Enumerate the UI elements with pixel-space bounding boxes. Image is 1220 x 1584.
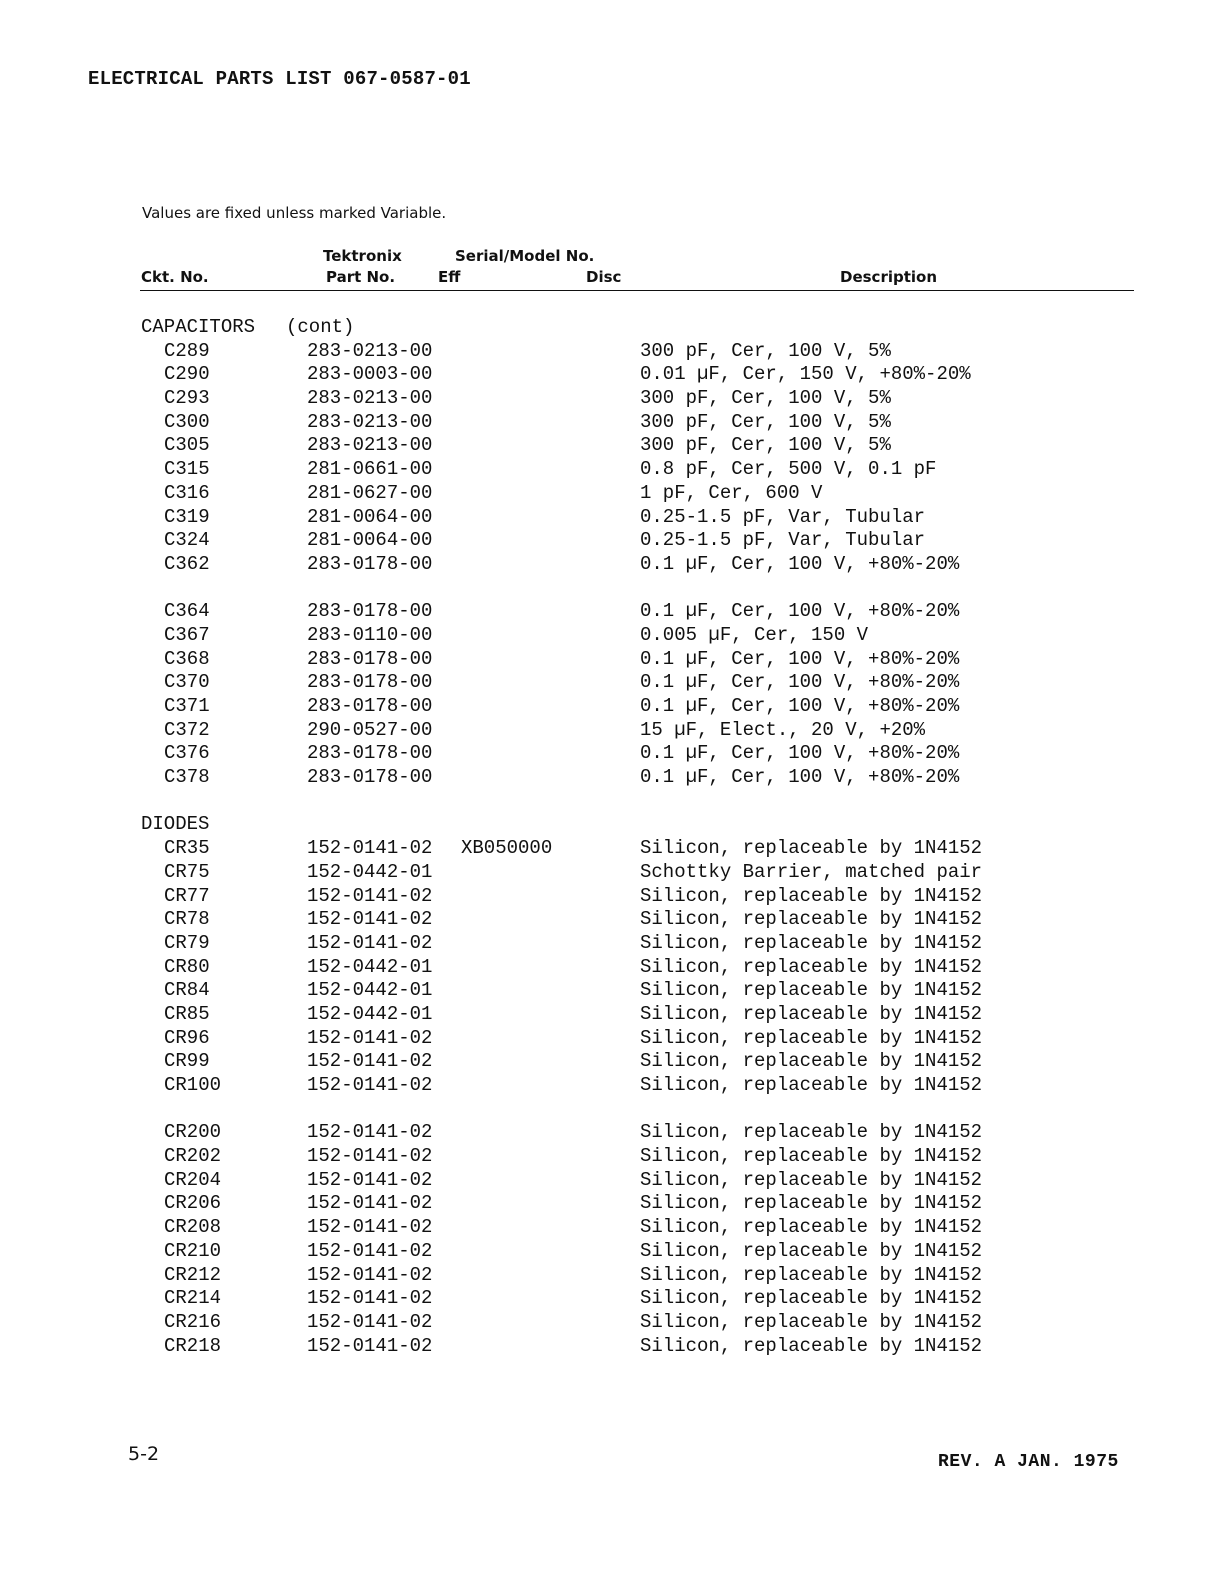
part-description: Silicon, replaceable by 1N4152 xyxy=(640,1192,983,1215)
part-number: 152-0141-02 xyxy=(307,1239,433,1262)
part-number: 283-0178-00 xyxy=(307,647,433,670)
part-row xyxy=(0,908,1220,932)
part-number: 152-0141-02 xyxy=(307,1026,433,1049)
circuit-number: CR216 xyxy=(164,1310,222,1333)
part-number: 152-0141-02 xyxy=(307,1050,433,1073)
part-description: Silicon, replaceable by 1N4152 xyxy=(640,1310,983,1333)
circuit-number: CR208 xyxy=(164,1216,222,1239)
part-row xyxy=(0,1287,1220,1311)
part-row xyxy=(0,1145,1220,1169)
section-header-capacitors xyxy=(0,316,1220,340)
circuit-number: C315 xyxy=(164,458,210,481)
part-number: 152-0141-02 xyxy=(307,1263,433,1286)
document-title: ELECTRICAL PARTS LIST 067-0587-01 xyxy=(88,68,471,90)
part-description: 300 pF, Cer, 100 V, 5% xyxy=(640,410,891,433)
part-row xyxy=(0,482,1220,506)
part-description: 300 pF, Cer, 100 V, 5% xyxy=(640,434,891,457)
col-header-part-no: Part No. xyxy=(326,268,396,286)
circuit-number: C367 xyxy=(164,623,210,646)
circuit-number: CR200 xyxy=(164,1121,222,1144)
circuit-number: CR202 xyxy=(164,1145,222,1168)
capacitor-rows xyxy=(0,340,1220,790)
revision-date: REV. A JAN. 1975 xyxy=(938,1452,1119,1472)
circuit-number: C300 xyxy=(164,410,210,433)
circuit-number: CR84 xyxy=(164,979,210,1002)
part-description: Silicon, replaceable by 1N4152 xyxy=(640,884,983,907)
part-number: 152-0141-02 xyxy=(307,1168,433,1191)
part-description: Silicon, replaceable by 1N4152 xyxy=(640,1263,983,1286)
circuit-number: CR96 xyxy=(164,1026,210,1049)
serial-eff: XB050000 xyxy=(461,837,553,860)
part-row xyxy=(0,624,1220,648)
part-number: 281-0064-00 xyxy=(307,529,433,552)
circuit-number: CR100 xyxy=(164,1074,222,1096)
circuit-number: C293 xyxy=(164,387,210,410)
part-row xyxy=(0,340,1220,364)
part-description: Silicon, replaceable by 1N4152 xyxy=(640,908,983,931)
circuit-number: C316 xyxy=(164,481,210,504)
col-header-disc: Disc xyxy=(586,268,622,286)
circuit-number: CR78 xyxy=(164,908,210,931)
part-row xyxy=(0,600,1220,624)
col-header-tektronix: Tektronix xyxy=(323,247,402,265)
part-description: Silicon, replaceable by 1N4152 xyxy=(640,1050,983,1073)
part-number: 281-0661-00 xyxy=(307,458,433,481)
part-description: Silicon, replaceable by 1N4152 xyxy=(640,1026,983,1049)
part-number: 152-0141-02 xyxy=(307,1145,433,1168)
circuit-number: C319 xyxy=(164,505,210,528)
part-number: 283-0213-00 xyxy=(307,434,433,457)
parts-list xyxy=(0,316,1220,1358)
part-row xyxy=(0,979,1220,1003)
part-row xyxy=(0,742,1220,766)
part-description: Silicon, replaceable by 1N4152 xyxy=(640,979,983,1002)
circuit-number: CR218 xyxy=(164,1334,222,1357)
part-description: Silicon, replaceable by 1N4152 xyxy=(640,837,983,860)
part-row xyxy=(0,695,1220,719)
part-row xyxy=(0,671,1220,695)
circuit-number: C368 xyxy=(164,647,210,670)
part-number: 152-0141-02 xyxy=(307,837,433,860)
part-description: Silicon, replaceable by 1N4152 xyxy=(640,1287,983,1310)
part-row xyxy=(0,837,1220,861)
circuit-number: CR210 xyxy=(164,1239,222,1262)
part-description: 300 pF, Cer, 100 V, 5% xyxy=(640,339,891,362)
part-description: 0.1 µF, Cer, 100 V, +80%-20% xyxy=(640,695,960,717)
part-number: 152-0141-02 xyxy=(307,1074,433,1096)
part-description: Silicon, replaceable by 1N4152 xyxy=(640,1216,983,1239)
part-row xyxy=(0,506,1220,530)
part-description: 0.8 pF, Cer, 500 V, 0.1 pF xyxy=(640,458,937,481)
part-row xyxy=(0,1240,1220,1264)
circuit-number: CR77 xyxy=(164,884,210,907)
part-description: Silicon, replaceable by 1N4152 xyxy=(640,931,983,954)
col-header-serial-model: Serial/Model No. xyxy=(455,247,595,265)
values-note: Values are fixed unless marked Variable. xyxy=(142,204,447,222)
part-description: Silicon, replaceable by 1N4152 xyxy=(640,1168,983,1191)
circuit-number: CR35 xyxy=(164,837,210,860)
part-description: 0.1 µF, Cer, 100 V, +80%-20% xyxy=(640,600,960,623)
part-description: 1 pF, Cer, 600 V xyxy=(640,481,823,504)
part-row xyxy=(0,1216,1220,1240)
circuit-number: CR80 xyxy=(164,955,210,978)
part-number: 152-0141-02 xyxy=(307,1334,433,1357)
part-row xyxy=(0,434,1220,458)
part-row xyxy=(0,1169,1220,1193)
part-description: 0.1 µF, Cer, 100 V, +80%-20% xyxy=(640,742,960,765)
part-description: Schottky Barrier, matched pair xyxy=(640,860,983,883)
part-number: 152-0141-02 xyxy=(307,1192,433,1215)
section-label: CAPACITORS xyxy=(141,316,256,338)
part-row xyxy=(0,1192,1220,1216)
part-description: Silicon, replaceable by 1N4152 xyxy=(640,1074,983,1096)
part-number: 152-0141-02 xyxy=(307,931,433,954)
part-number: 283-0178-00 xyxy=(307,766,433,789)
circuit-number: C364 xyxy=(164,600,210,623)
part-number: 283-0178-00 xyxy=(307,600,433,623)
circuit-number: C324 xyxy=(164,529,210,552)
part-number: 152-0141-02 xyxy=(307,908,433,931)
part-description: Silicon, replaceable by 1N4152 xyxy=(640,1239,983,1262)
part-row xyxy=(0,766,1220,790)
part-description: 0.25-1.5 pF, Var, Tubular xyxy=(640,529,926,552)
header-rule xyxy=(140,290,1134,291)
circuit-number: C362 xyxy=(164,552,210,575)
part-number: 283-0110-00 xyxy=(307,623,433,646)
part-row xyxy=(0,885,1220,909)
part-row xyxy=(0,1050,1220,1074)
circuit-number: C371 xyxy=(164,695,210,717)
part-description: 0.005 µF, Cer, 150 V xyxy=(640,623,869,646)
part-number: 152-0442-01 xyxy=(307,979,433,1002)
circuit-number: C372 xyxy=(164,718,210,741)
part-row xyxy=(0,648,1220,672)
part-description: 0.1 µF, Cer, 100 V, +80%-20% xyxy=(640,647,960,670)
part-row xyxy=(0,529,1220,553)
section-cont: (cont) xyxy=(286,316,355,338)
circuit-number: CR79 xyxy=(164,931,210,954)
part-description: Silicon, replaceable by 1N4152 xyxy=(640,955,983,978)
part-description: 15 µF, Elect., 20 V, +20% xyxy=(640,718,926,741)
circuit-number: CR212 xyxy=(164,1263,222,1286)
part-row xyxy=(0,1074,1220,1098)
part-number: 152-0141-02 xyxy=(307,1121,433,1144)
part-description: Silicon, replaceable by 1N4152 xyxy=(640,1334,983,1357)
circuit-number: CR75 xyxy=(164,860,210,883)
part-row xyxy=(0,1264,1220,1288)
part-row xyxy=(0,1121,1220,1145)
part-row xyxy=(0,411,1220,435)
part-number: 283-0213-00 xyxy=(307,339,433,362)
part-description: 300 pF, Cer, 100 V, 5% xyxy=(640,387,891,410)
part-row xyxy=(0,956,1220,980)
part-description: Silicon, replaceable by 1N4152 xyxy=(640,1002,983,1025)
circuit-number: CR99 xyxy=(164,1050,210,1073)
part-row xyxy=(0,1027,1220,1051)
part-row xyxy=(0,553,1220,577)
circuit-number: C290 xyxy=(164,363,210,386)
circuit-number: C305 xyxy=(164,434,210,457)
part-description: Silicon, replaceable by 1N4152 xyxy=(640,1121,983,1144)
part-description: 0.1 µF, Cer, 100 V, +80%-20% xyxy=(640,552,960,575)
part-number: 152-0141-02 xyxy=(307,1287,433,1310)
circuit-number: CR214 xyxy=(164,1287,222,1310)
part-row xyxy=(0,1335,1220,1359)
part-row xyxy=(0,387,1220,411)
part-description: 0.01 µF, Cer, 150 V, +80%-20% xyxy=(640,363,971,386)
part-number: 283-0213-00 xyxy=(307,410,433,433)
part-number: 283-0178-00 xyxy=(307,552,433,575)
part-number: 152-0442-01 xyxy=(307,955,433,978)
part-number: 152-0442-01 xyxy=(307,860,433,883)
circuit-number: C376 xyxy=(164,742,210,765)
circuit-number: C378 xyxy=(164,766,210,789)
part-description: 0.1 µF, Cer, 100 V, +80%-20% xyxy=(640,671,960,694)
part-number: 152-0141-02 xyxy=(307,884,433,907)
circuit-number: CR85 xyxy=(164,1002,210,1025)
col-header-description: Description xyxy=(840,268,938,286)
part-number: 281-0627-00 xyxy=(307,481,433,504)
part-number: 152-0442-01 xyxy=(307,1002,433,1025)
part-description: Silicon, replaceable by 1N4152 xyxy=(640,1145,983,1168)
circuit-number: CR206 xyxy=(164,1192,222,1215)
part-row xyxy=(0,932,1220,956)
part-row xyxy=(0,363,1220,387)
part-number: 290-0527-00 xyxy=(307,718,433,741)
circuit-number: C370 xyxy=(164,671,210,694)
part-number: 283-0213-00 xyxy=(307,387,433,410)
part-row xyxy=(0,1311,1220,1335)
part-row xyxy=(0,861,1220,885)
part-number: 152-0141-02 xyxy=(307,1310,433,1333)
part-row xyxy=(0,719,1220,743)
part-number: 281-0064-00 xyxy=(307,505,433,528)
part-number: 152-0141-02 xyxy=(307,1216,433,1239)
part-number: 283-0178-00 xyxy=(307,742,433,765)
part-description: 0.25-1.5 pF, Var, Tubular xyxy=(640,505,926,528)
part-row xyxy=(0,1003,1220,1027)
page-number: 5-2 xyxy=(128,1443,160,1465)
circuit-number: CR204 xyxy=(164,1168,222,1191)
col-header-eff: Eff xyxy=(438,268,461,286)
section-header-diodes xyxy=(0,813,1220,837)
col-header-ckt: Ckt. No. xyxy=(141,268,209,286)
part-number: 283-0178-00 xyxy=(307,695,433,717)
part-number: 283-0178-00 xyxy=(307,671,433,694)
diode-rows xyxy=(0,837,1220,1358)
section-label: DIODES xyxy=(141,813,210,836)
circuit-number: C289 xyxy=(164,339,210,362)
part-description: 0.1 µF, Cer, 100 V, +80%-20% xyxy=(640,766,960,789)
part-row xyxy=(0,458,1220,482)
part-number: 283-0003-00 xyxy=(307,363,433,386)
